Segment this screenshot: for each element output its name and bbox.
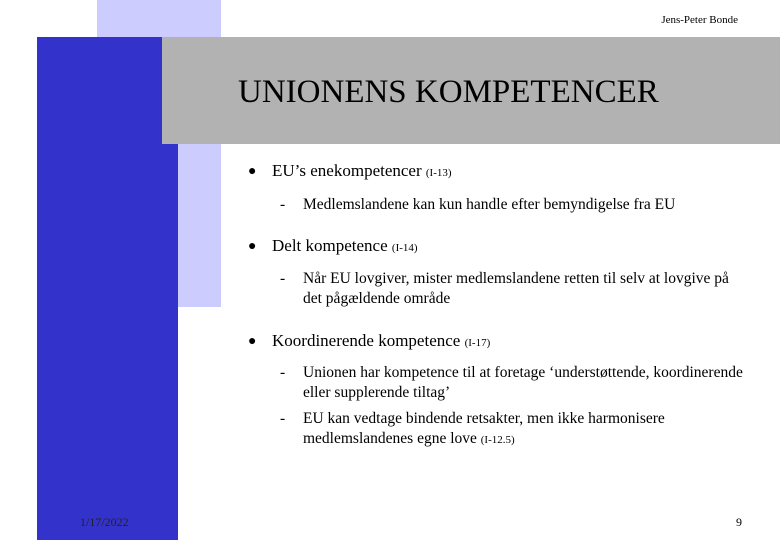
bullet-text: EU’s enekompetencer: [272, 161, 422, 180]
article-reference: (I-14): [391, 242, 418, 254]
article-reference: (I-12.5): [480, 434, 515, 446]
bullet-item: [248, 330, 748, 354]
sub-item-text: Unionen har kompetence til at foretage ‘understøttende, koordinerende eller supplerende tiltag’: [303, 364, 743, 401]
dash-marker: -: [280, 410, 286, 427]
sub-item-text: Medlemslandene kan kun handle efter bemyndigelse fra EU: [303, 196, 676, 213]
bullet-dot-icon: ●: [248, 239, 257, 254]
bullet-item: [248, 235, 748, 259]
article-reference: (I-17): [464, 337, 491, 349]
slide-title: UNIONENS KOMPETENCER: [238, 74, 659, 110]
bullet-dot-icon: ●: [248, 334, 257, 349]
sub-item: [248, 269, 748, 309]
sub-item: [248, 409, 748, 450]
bullet-item: [248, 160, 748, 184]
bullet-text: Delt kompetence: [272, 236, 388, 255]
bullet-text: Koordinerende kompetence: [272, 331, 461, 350]
sub-item: [248, 363, 748, 403]
dash-marker: -: [280, 196, 286, 213]
dash-marker: -: [280, 270, 286, 287]
slide-content: [248, 160, 748, 450]
slide-date: 1/17/2022: [80, 515, 129, 529]
decorative-blue-block: [37, 37, 178, 540]
sub-item: [248, 195, 748, 215]
page-number: 9: [736, 515, 742, 529]
author-label: Jens-Peter Bonde: [661, 14, 738, 26]
dash-marker: -: [280, 364, 286, 381]
article-reference: (I-13): [425, 167, 452, 179]
bullet-dot-icon: ●: [248, 164, 257, 179]
sub-item-text: EU kan vedtage bindende retsakter, men ikke harmonisere medlemslandenes egne love: [303, 410, 665, 447]
sub-item-text: Når EU lovgiver, mister medlemslandene retten til selv at lovgive på det pågældende område: [303, 270, 729, 307]
